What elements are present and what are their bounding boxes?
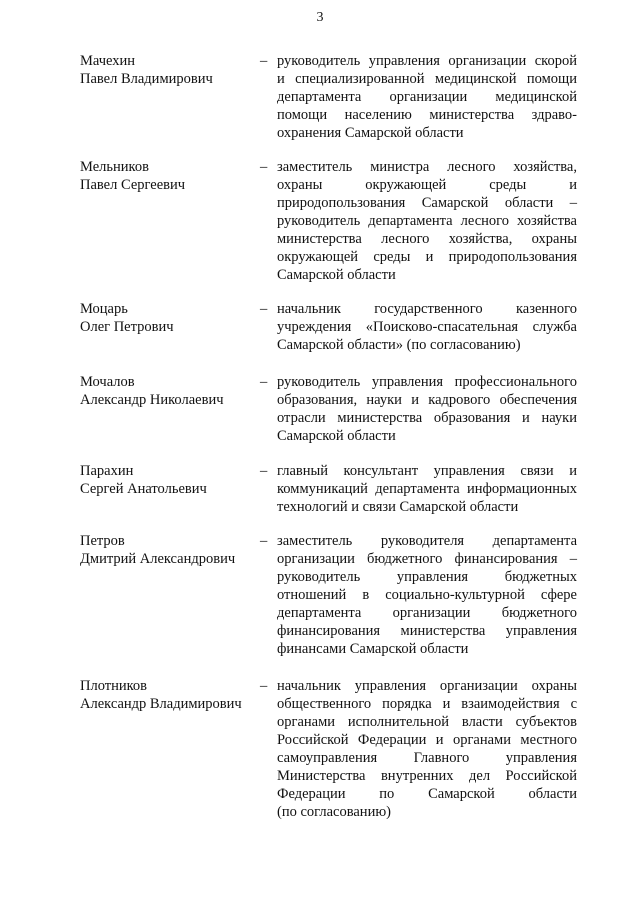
role-line: самоуправления Главного управления xyxy=(277,750,577,766)
role-line: органами исполнительной власти субъектов xyxy=(277,714,577,730)
given-names: Александр Николаевич xyxy=(80,392,224,408)
given-names: Сергей Анатольевич xyxy=(80,481,207,497)
role-line: отношений в социально-культурной сфере xyxy=(277,587,577,603)
position-description xyxy=(277,300,577,354)
role-line: окружающей среды и природопользования xyxy=(277,249,577,265)
dash: – xyxy=(260,53,268,69)
dash: – xyxy=(260,533,268,549)
surname: Моцарь xyxy=(80,301,128,317)
role-line: руководитель управления организации скорой xyxy=(277,53,577,69)
dash: – xyxy=(260,678,268,694)
surname: Плотников xyxy=(80,678,148,694)
dash: – xyxy=(260,159,268,175)
role-line: Самарской области» (по согласованию) xyxy=(277,337,521,353)
position-description xyxy=(277,532,577,658)
role-line: технологий и связи Самарской области xyxy=(277,499,519,515)
role-line: заместитель министра лесного хозяйства, xyxy=(277,159,577,175)
role-line: начальник управления организации охраны xyxy=(277,678,577,694)
given-names: Павел Сергеевич xyxy=(80,177,186,193)
role-line: начальник государственного казенного xyxy=(277,301,577,317)
position-description xyxy=(277,158,577,284)
person-name xyxy=(80,300,260,336)
role-line: отрасли министерства образования и науки xyxy=(277,410,577,426)
position-description xyxy=(277,52,577,142)
person-name xyxy=(80,158,260,194)
role-line: помощи населению министерства здраво- xyxy=(277,107,577,123)
role-line: организации бюджетного финансирования – xyxy=(277,551,577,567)
dash: – xyxy=(260,463,268,479)
surname: Петров xyxy=(80,533,125,549)
person-name xyxy=(80,52,260,88)
role-line: природопользования Самарской области – xyxy=(277,195,577,211)
role-line: охранения Самарской области xyxy=(277,125,464,141)
role-line: учреждения «Поисково-спасательная служба xyxy=(277,319,577,335)
position-description xyxy=(277,462,577,516)
surname: Мочалов xyxy=(80,374,135,390)
role-line: общественного порядка и взаимодействия с xyxy=(277,696,577,712)
role-line: руководитель департамента лесного хозяйства xyxy=(277,213,577,229)
role-line: Самарской области xyxy=(277,428,396,444)
given-names: Дмитрий Александрович xyxy=(80,551,236,567)
given-names: Олег Петрович xyxy=(80,319,174,335)
role-line: финансами Самарской области xyxy=(277,641,469,657)
surname: Мельников xyxy=(80,159,149,175)
role-line: коммуникаций департамента информационных xyxy=(277,481,577,497)
role-line: главный консультант управления связи и xyxy=(277,463,577,479)
role-line: Самарской области xyxy=(277,267,396,283)
surname: Мачехин xyxy=(80,53,136,69)
person-name xyxy=(80,677,260,713)
surname: Парахин xyxy=(80,463,134,479)
role-line: заместитель руководителя департамента xyxy=(277,533,577,549)
person-name xyxy=(80,373,260,409)
role-line: департамента организации медицинской xyxy=(277,89,577,105)
page-number: 3 xyxy=(316,10,324,25)
given-names: Александр Владимирович xyxy=(80,696,242,712)
person-name xyxy=(80,462,260,498)
given-names: Павел Владимирович xyxy=(80,71,213,87)
position-description xyxy=(277,373,577,445)
person-name xyxy=(80,532,260,568)
dash: – xyxy=(260,374,268,390)
role-line: руководитель управления бюджетных xyxy=(277,569,577,585)
role-line: охраны окружающей среды и xyxy=(277,177,577,193)
role-line: Российской Федерации и органами местного xyxy=(277,732,577,748)
role-line: образования, науки и кадрового обеспечения xyxy=(277,392,577,408)
dash: – xyxy=(260,301,268,317)
role-line: и специализированной медицинской помощи xyxy=(277,71,577,87)
role-line: Министерства внутренних дел Российской xyxy=(277,768,577,784)
role-line: (по согласованию) xyxy=(277,804,391,820)
position-description xyxy=(277,677,577,821)
role-line: финансирования министерства управления xyxy=(277,623,577,639)
role-line: министерства лесного хозяйства, охраны xyxy=(277,231,577,247)
role-line: руководитель управления профессионального xyxy=(277,374,577,390)
role-line: департамента организации бюджетного xyxy=(277,605,577,621)
role-line: Федерации по Самарской области xyxy=(277,786,577,802)
